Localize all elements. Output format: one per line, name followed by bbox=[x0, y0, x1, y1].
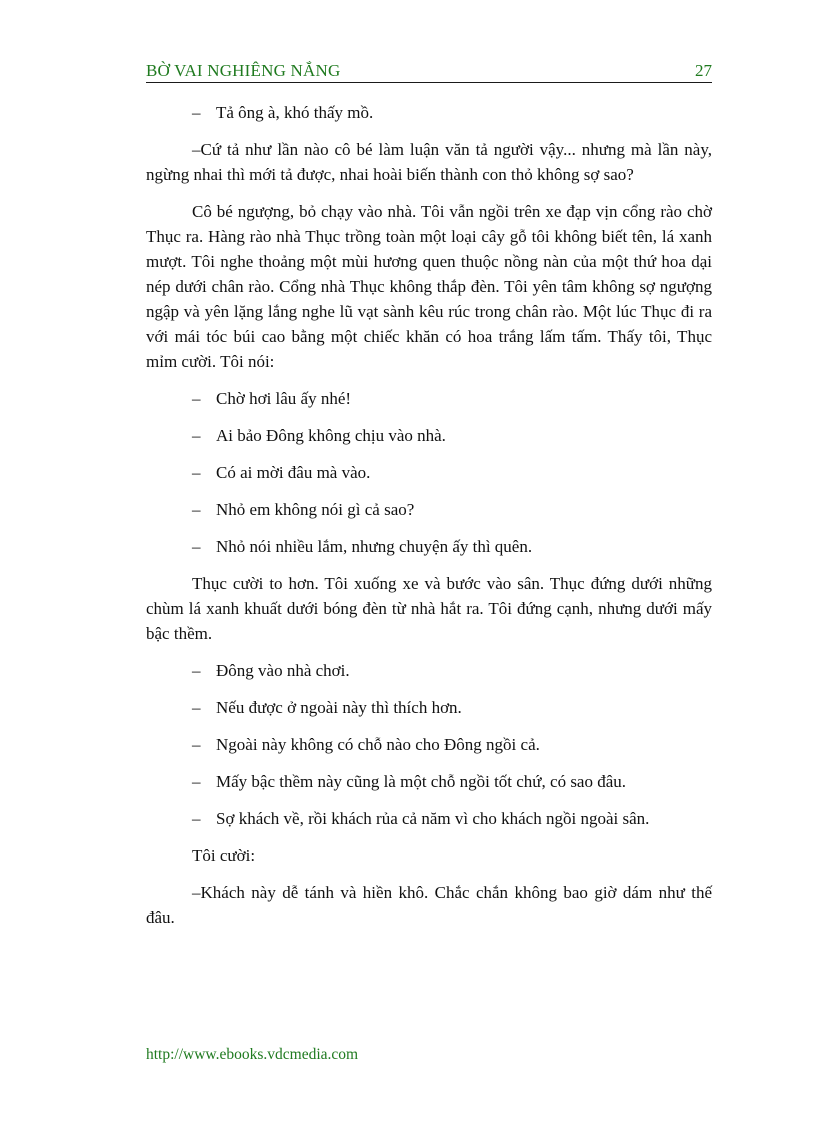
page-header bbox=[146, 60, 712, 83]
dialogue-line bbox=[146, 534, 712, 559]
dialogue-dash: – bbox=[192, 661, 201, 680]
dialogue-text: Ai bảo Đông không chịu vào nhà. bbox=[216, 426, 446, 445]
dialogue-text: Tả ông à, khó thấy mồ. bbox=[216, 103, 374, 122]
dialogue-text: Mấy bậc thềm này cũng là một chỗ ngồi tốt chứ, có sao đâu. bbox=[216, 772, 627, 791]
paragraph: Thục cười to hơn. Tôi xuống xe và bước vào sân. Thục đứng dưới những chùm lá xanh khuất dưới bóng đèn từ nhà hắt ra. Tôi đứng cạnh, nhưng dưới mấy bậc thềm. bbox=[146, 574, 712, 643]
dialogue-text: Nhỏ em không nói gì cả sao? bbox=[216, 500, 415, 519]
dialogue-line bbox=[146, 100, 712, 125]
paragraph: Tôi cười: bbox=[192, 846, 256, 865]
book-title: BỜ VAI NGHIÊNG NẮNG bbox=[146, 61, 341, 80]
dialogue-dash: – bbox=[192, 698, 201, 717]
dialogue-dash: – bbox=[192, 103, 201, 122]
paragraph: –Cứ tả như lần nào cô bé làm luận văn tả người vậy... nhưng mà lần này, ngừng nhai thì mới tả được, nhai hoài biến thành con thỏ không sợ sao? bbox=[146, 140, 712, 184]
dialogue-dash: – bbox=[192, 426, 201, 445]
dialogue-dash: – bbox=[192, 537, 201, 556]
dialogue-dash: – bbox=[192, 500, 201, 519]
dialogue-text: Chờ hơi lâu ấy nhé! bbox=[216, 389, 352, 408]
dialogue-dash: – bbox=[192, 809, 201, 828]
dialogue-text: Đông vào nhà chơi. bbox=[216, 661, 350, 680]
dialogue-line bbox=[146, 386, 712, 411]
dialogue-text: Nếu được ở ngoài này thì thích hơn. bbox=[216, 698, 462, 717]
dialogue-line bbox=[146, 423, 712, 448]
dialogue-line bbox=[146, 497, 712, 522]
footer-website-link[interactable]: http://www.ebooks.vdcmedia.com bbox=[146, 1046, 359, 1063]
paragraph: Cô bé ngượng, bỏ chạy vào nhà. Tôi vẫn ngồi trên xe đạp vịn cổng rào chờ Thục ra. Hàng rào nhà Thục trồng toàn một loại cây gỗ tôi không biết tên, lá xanh mượt. Tôi nghe thoảng một mùi hương quen thuộc nồng nàn của một thứ hoa dại nép dưới chân rào. Cổng nhà Thục không thắp đèn. Tôi yên tâm không sợ ngượng ngập và yên lặng lắng nghe lũ vạt sành kêu rúc trong chân rào. Một lúc Thục đi ra với mái tóc búi cao bằng một chiếc khăn có hoa trắng lấm tấm. Thấy tôi, Thục mỉm cười. Tôi nói: bbox=[146, 202, 712, 371]
dialogue-line bbox=[146, 460, 712, 485]
page-number: 27 bbox=[695, 61, 712, 80]
paragraph: –Khách này dễ tánh và hiền khô. Chắc chắn không bao giờ dám như thế đâu. bbox=[146, 883, 712, 927]
dialogue-line bbox=[146, 658, 712, 683]
dialogue-line bbox=[146, 732, 712, 757]
dialogue-dash: – bbox=[192, 772, 201, 791]
dialogue-dash: – bbox=[192, 389, 201, 408]
dialogue-line bbox=[146, 695, 712, 720]
dialogue-text: Ngoài này không có chỗ nào cho Đông ngồi cả. bbox=[216, 735, 540, 754]
dialogue-line bbox=[146, 769, 712, 794]
dialogue-dash: – bbox=[192, 735, 201, 754]
dialogue-text: Nhỏ nói nhiều lắm, nhưng chuyện ấy thì quên. bbox=[216, 537, 533, 556]
dialogue-text: Sợ khách về, rồi khách rủa cả năm vì cho khách ngồi ngoài sân. bbox=[216, 809, 650, 828]
dialogue-dash: – bbox=[192, 463, 201, 482]
dialogue-text: Có ai mời đâu mà vào. bbox=[216, 463, 371, 482]
page-body bbox=[146, 100, 712, 942]
dialogue-line bbox=[146, 806, 712, 831]
